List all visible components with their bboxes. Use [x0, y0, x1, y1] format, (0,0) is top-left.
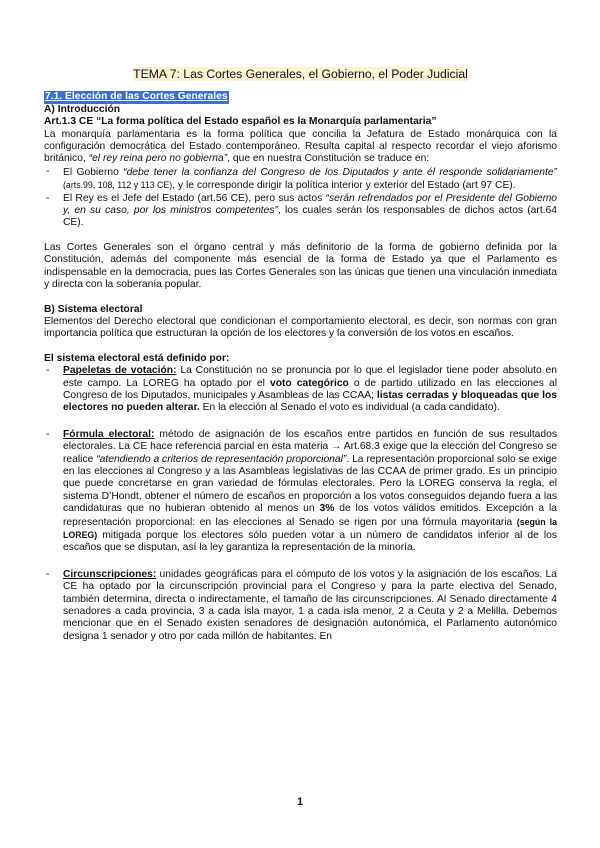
definition-heading: El sistema electoral está definido por: — [44, 352, 230, 364]
subheading-sistema-electoral: B) Sistema electoral — [44, 303, 143, 315]
intro-paragraph: La monarquía parlamentaria es la forma política que concilia la Jefatura de Estado monárquica con la configuración democrática del Estado contemporáneo. Resulta capital al respecto recordar el viejo aforismo británico, “el rey reina pero no gobierna”, que en nuestra Constitución se traduce en: — [44, 128, 557, 165]
cortes-paragraph: Las Cortes Generales son el órgano central y más definitorio de la forma de gobierno definida por la Constitución, además del componente más esencial de la forma de Estado ya que el Parlamento es indispensable en la democracia, pues las Cortes Generales son las únicas que tienen una vinculación inmediata y directa con la soberanía popular. — [44, 241, 557, 291]
sistema-list — [44, 365, 557, 643]
page-number: 1 — [296, 796, 304, 808]
list-item-circunscripciones: - Circunscripciones: unidades geográficas para el cómputo de los votos y la asignación de los escaños. La CE ha optado por la circunscripción provincial para el Congreso y para la parte electiva del Senado, también determina, directa o indirectamente, el tamaño de las circunscripciones. Al Senado directamente 4 senadores a cada provincia, 3 a cada isla mayor, 1 a cada isla menor, 2 a Ceuta y 2 a Melilla. Debemos mencionar que en el Senado existen senadores de designación autonómica, el Parlamento autonómico designa 1 senador y otro por cada millón de habitantes. En — [44, 569, 557, 643]
section-heading-7-1: 7.1. Elección de las Cortes Generales — [45, 91, 228, 103]
list-item-gobierno: - El Gobierno “debe tener la confianza del Congreso de los Diputados y ante él responde solidariamente” (arts.99, 108, 112 y 113 CE), y le corresponde dirigir la política interior y exterior del Estado (art 97 CE). — [44, 166, 557, 193]
list-item-rey: - El Rey es el Jefe del Estado (art.56 CE), pero sus actos “serán refrendados por el Presidente del Gobiemo y, en su caso, por los ministros competentes”, los cuales serán los responsables de dichos actos (art.64 CE). — [44, 193, 557, 230]
article-quote-heading: Art.1.3 CE “La forma política del Estado español es la Monarquía parlamentaria” — [44, 116, 437, 128]
list-item-formula: - Fórmula electoral: método de asignación de los escaños entre partidos en función de sus resultados electorales. La CE hace referencia parcial en esta materia → Art.68.3 exige que la elección del Congreso se realice “atendiendo a criterios de representación proporcional”. La representación proporcional solo se exige en las elecciones al Congreso y a las Asambleas legislativas de las CCAA de primer grado. Es un principio que puede concretarse en gran variedad de fórmulas electorales. Pero la LOREG conserva la regla, el sistema D’Hondt, obtener el número de escaños en proporción a los votos conseguidos dejando fuera a las candidaturas que no hubieran obtenido al menos un 3% de los votos válidos emitidos. Excepción a la representación proporcional: en las elecciones al Senado se rigen por una fórmula mayoritaria (según la LOREG) mitigada porque los electores sólo pueden votar a un número de candidatos inferior al de los escaños que se disputan, así la ley garantiza la representación de la minoría. — [44, 429, 557, 555]
subheading-introduccion: A) Introducción — [44, 103, 121, 115]
list-item-papeletas: - Papeletas de votación: La Constitución no se pronuncia por lo que el legislador tiene poder absoluto en este campo. La LOREG ha optado por el voto categórico o de partido utilizado en las elecciones al Congreso de los Diputados, municipales y Asambleas de las CCAA; listas cerradas y bloqueadas que los electores no pueden alterar. En la elección al Senado el voto es individual (a cada candidato). — [44, 365, 557, 415]
intro-list — [44, 166, 557, 230]
sistema-paragraph: Elementos del Derecho electoral que condicionan el comportamiento electoral, es decir, son normas con gran importancia política que estructuran la opción de los electores y la conversión de los votos en escaños. — [44, 315, 557, 340]
document-page — [44, 68, 557, 643]
document-title: TEMA 7: Las Cortes Generales, el Gobierno, el Poder Judicial — [133, 67, 468, 81]
